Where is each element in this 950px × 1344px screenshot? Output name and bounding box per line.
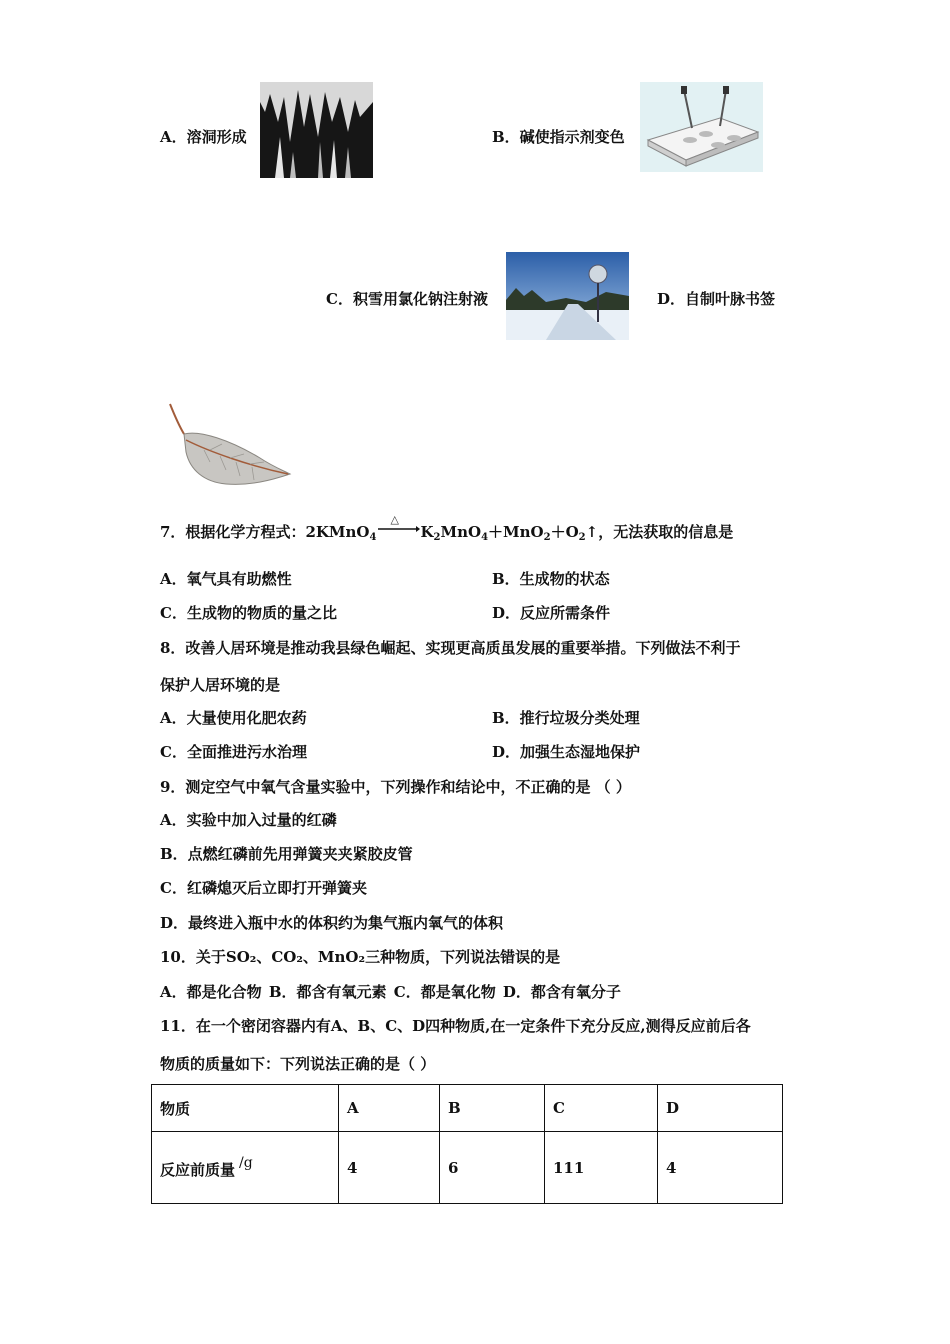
q7-option-b: B．生成物的状态 — [492, 570, 610, 588]
cave-photo — [260, 82, 373, 178]
q6-option-d: D．自制叶脉书签 — [657, 290, 776, 308]
table-header-row — [152, 1085, 783, 1132]
q8-option-a: A．大量使用化肥农药 — [160, 709, 307, 727]
q8-option-c: C．全面推进污水治理 — [160, 743, 307, 761]
table-header-cell: A — [339, 1085, 440, 1132]
mass-table — [151, 1084, 783, 1204]
table-cell: 111 — [545, 1132, 658, 1204]
table-header-cell: B — [440, 1085, 545, 1132]
table-cell: 4 — [658, 1132, 783, 1204]
q10-options: A．都是化合物 B．都含有氧元素 C．都是氧化物 D．都含有氧分子 — [160, 983, 621, 1001]
table-cell: 6 — [440, 1132, 545, 1204]
q8-stem-line2: 保护人居环境的是 — [160, 676, 281, 694]
q8-stem-line1: 8．改善人居环境是推动我县绿色崛起、实现更高质虽发展的重要举措。下列做法不利于 — [160, 639, 741, 657]
spot-plate-illustration — [640, 82, 763, 172]
q7-stem: 7．根据化学方程式：2KMnO$_4$ △ $K_2MnO_4+MnO_2+O_2↑$，无法获取的信息是 — [160, 522, 733, 548]
q6-option-b: B．碱使指示剂变色 — [492, 128, 625, 146]
q8-option-b: B．推行垃圾分类处理 — [492, 709, 640, 727]
table-cell: 4 — [339, 1132, 440, 1204]
q11-stem-line2: 物质的质量如下：下列说法正确的是（ ） — [160, 1055, 436, 1073]
table-header-cell: 物质 — [152, 1085, 339, 1132]
unit-label: /g — [239, 1155, 253, 1171]
reactant-formula: 2KMnO$_4$ — [305, 523, 377, 543]
q9-stem: 9．测定空气中氧气含量实验中，下列操作和结论中，不正确的是 （ ） — [160, 778, 631, 796]
q6-option-a: A．溶洞形成 — [160, 128, 247, 146]
q7-option-c: C．生成物的物质的量之比 — [160, 604, 337, 622]
q9-option-c: C．红磷熄灭后立即打开弹簧夹 — [160, 879, 367, 897]
q9-option-a: A．实验中加入过量的红磷 — [160, 811, 337, 829]
q10-stem: 10．关于SO₂、CO₂、MnO₂三种物质，下列说法错误的是 — [160, 948, 561, 966]
q6-option-c: C．积雪用氯化钠注射液 — [326, 290, 488, 308]
q8-option-d: D．加强生态湿地保护 — [492, 743, 641, 761]
reaction-arrow — [376, 513, 420, 542]
q7-option-d: D．反应所需条件 — [492, 604, 611, 622]
q11-stem-line1: 11．在一个密闭容器内有A、B、C、D四种物质,在一定条件下充分反应,测得反应前后各 — [160, 1017, 751, 1035]
snow-road-photo — [506, 252, 629, 340]
table-row — [152, 1132, 783, 1204]
q7-option-a: A．氧气具有助燃性 — [160, 570, 292, 588]
q9-option-b: B．点燃红磷前先用弹簧夹夹紧胶皮管 — [160, 845, 413, 863]
table-header-cell: D — [658, 1085, 783, 1132]
heat-condition-icon: △ — [390, 513, 399, 526]
q9-option-d: D．最终进入瓶中水的体积约为集气瓶内氧气的体积 — [160, 914, 504, 932]
table-row-label: 反应前质量 /g — [152, 1132, 339, 1204]
leaf-vein-photo — [160, 400, 292, 496]
table-header-cell: C — [545, 1085, 658, 1132]
